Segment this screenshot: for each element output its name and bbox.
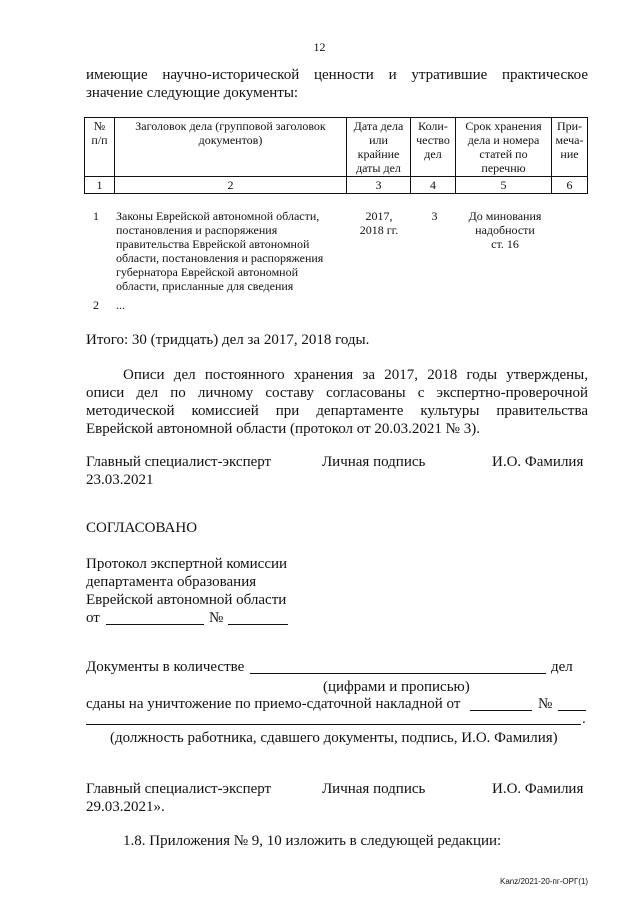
row-1-title: Законы Еврейской автономной области, постановления и распоряжения правительства Еврейской автономной области, постановления и распоряжения губернатора Еврейской автономной области, присланные для сведения — [116, 209, 324, 293]
signer-signature: Личная подпись — [322, 781, 426, 797]
row-1-term: До минования надобности ст. 16 — [468, 209, 542, 251]
signer-signature: Личная подпись — [322, 454, 426, 470]
paragraph-line-2: описи дел по личному составу согласованы с экспертно-проверочной — [86, 385, 588, 401]
row-1-number: 1 — [93, 209, 99, 223]
protocol-number-blank — [228, 624, 288, 625]
total-line: Итого: 30 (тридцать) дел за 2017, 2018 годы. — [86, 332, 370, 348]
table-column-numbers — [85, 177, 588, 194]
protocol-number-label: № — [209, 610, 224, 626]
paragraph-line-3: методической комиссией при департаменте культуры правительства — [86, 403, 588, 419]
signer-position: Главный специалист-эксперт — [86, 454, 272, 470]
handed-number-label: № — [538, 696, 553, 712]
header-number: № п/п — [85, 118, 115, 177]
signer-name: И.О. Фамилия — [492, 454, 584, 470]
header-count: Коли- чество дел — [411, 118, 456, 177]
register-table — [84, 117, 588, 194]
signer-position: Главный специалист-эксперт — [86, 781, 272, 797]
header-dates: Дата дела или крайние даты дел — [347, 118, 411, 177]
row-2-title: ... — [116, 298, 125, 312]
header-title: Заголовок дела (групповой заголовок документов) — [115, 118, 347, 177]
docs-count-hint: (цифрами и прописью) — [323, 679, 470, 695]
protocol-date-blank — [106, 624, 204, 625]
signature-date: 23.03.2021 — [86, 472, 154, 488]
row-1-count: 3 — [431, 209, 438, 223]
line-end-period: . — [582, 711, 586, 727]
col-num: 6 — [552, 177, 588, 194]
col-num: 4 — [411, 177, 456, 194]
protocol-line-2: департамента образования — [86, 574, 257, 590]
protocol-line-3: Еврейской автономной области — [86, 592, 287, 608]
docs-unit: дел — [551, 659, 573, 675]
paragraph-line-1: Описи дел постоянного хранения за 2017, 2018 годы утверждены, — [123, 367, 588, 383]
header-note: При- меча- ние — [552, 118, 588, 177]
intro-line-2: значение следующие документы: — [86, 85, 299, 101]
table-header-row — [85, 118, 588, 177]
row-2-number: 2 — [93, 298, 99, 312]
protocol-line-1: Протокол экспертной комиссии — [86, 556, 288, 572]
signer-hint: (должность работника, сдавшего документы, подпись, И.О. Фамилия) — [110, 730, 558, 746]
footer-code: Kanz/2021-20-пг-ОРГ(1) — [500, 877, 589, 886]
intro-line-1: имеющие научно-исторической ценности и утратившие практическое — [86, 67, 588, 83]
docs-count-blank — [250, 673, 546, 674]
protocol-from-label: от — [86, 610, 100, 626]
agreed-heading: СОГЛАСОВАНО — [86, 520, 198, 536]
row-1-dates: 2017, 2018 гг. — [359, 209, 399, 237]
handed-label: сданы на уничтожение по приемо-сдаточной накладной от — [86, 696, 461, 712]
docs-count-label: Документы в количестве — [86, 659, 245, 675]
col-num: 1 — [85, 177, 115, 194]
signer-name: И.О. Фамилия — [492, 781, 584, 797]
col-num: 5 — [456, 177, 552, 194]
page-number: 12 — [313, 40, 326, 54]
appendix-line: 1.8. Приложения № 9, 10 изложить в следующей редакции: — [123, 833, 502, 849]
signer-blank-line — [86, 724, 581, 725]
col-num: 3 — [347, 177, 411, 194]
paragraph-line-4: Еврейской автономной области (протокол от 20.03.2021 № 3). — [86, 421, 480, 437]
signature-date: 29.03.2021». — [86, 799, 165, 815]
header-term: Срок хранения дела и номера статей по перечню — [456, 118, 552, 177]
handed-date-blank — [470, 710, 532, 711]
col-num: 2 — [115, 177, 347, 194]
